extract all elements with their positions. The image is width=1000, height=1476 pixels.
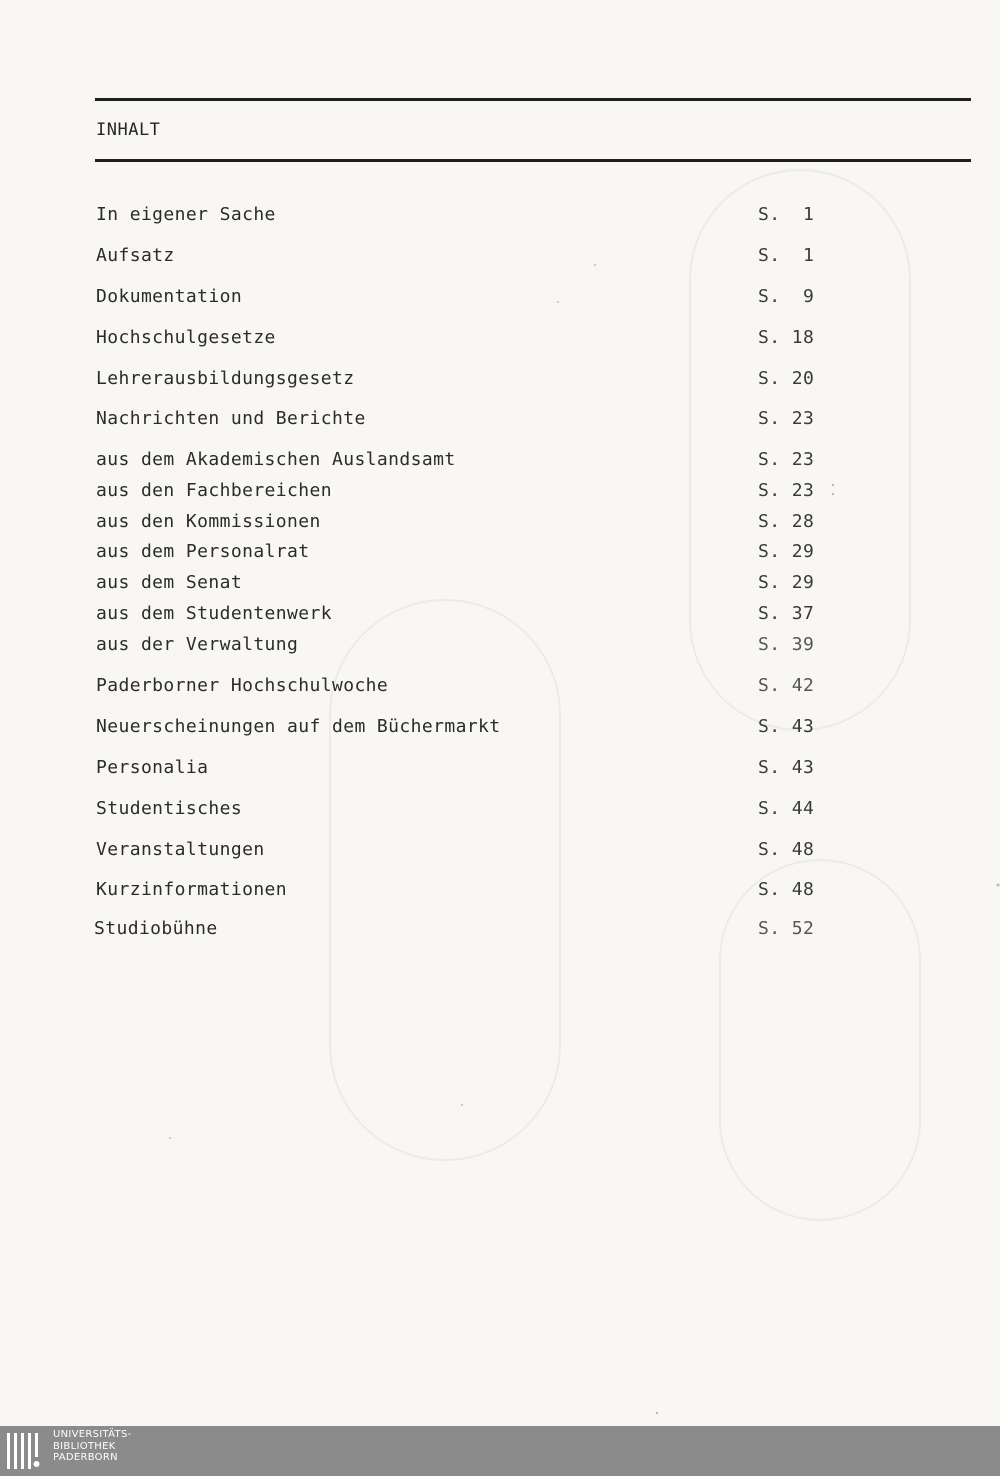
toc-entry — [0, 368, 1000, 396]
toc-entry-title: aus dem Studentenwerk — [96, 603, 332, 624]
toc-entry — [0, 603, 1000, 631]
toc-entry — [0, 634, 1000, 662]
library-logo-icon — [6, 1431, 46, 1471]
toc-entry-page: S. 48 — [758, 839, 815, 860]
toc-entry-title: aus den Fachbereichen — [96, 480, 332, 501]
toc-entry-title: Dokumentation — [96, 286, 243, 307]
toc-entry-title: Kurzinformationen — [96, 879, 288, 900]
toc-entry — [0, 449, 1000, 477]
toc-entry-page: S. 1 — [758, 204, 815, 225]
toc-entry — [0, 408, 1000, 436]
toc-entry — [0, 918, 1000, 946]
toc-entry-title: Studiobühne — [94, 918, 218, 939]
toc-entry-title: Hochschulgesetze — [96, 327, 276, 348]
toc-entry-page: S. 9 — [758, 286, 815, 307]
toc-entry — [0, 480, 1000, 508]
page-heading: INHALT — [96, 120, 161, 140]
toc-entry-title: Studentisches — [96, 798, 243, 819]
toc-entry-page: S. 43 — [758, 757, 815, 778]
bottom-rule — [95, 159, 971, 162]
toc-entry-title: aus dem Personalrat — [96, 541, 310, 562]
library-name-line: UNIVERSITÄTS- — [53, 1429, 132, 1440]
toc-entry-page: S. 39 — [758, 634, 815, 655]
toc-entry-title: Neuerscheinungen auf dem Büchermarkt — [96, 716, 501, 737]
toc-entry-title: Lehrerausbildungsgesetz — [96, 368, 355, 389]
toc-entry-page: S. 37 — [758, 603, 815, 624]
toc-entry — [0, 757, 1000, 785]
toc-entry — [0, 204, 1000, 232]
toc-entry — [0, 839, 1000, 867]
toc-entry-page: S. 23 — [758, 480, 815, 501]
toc-entry-page: S. 23 — [758, 449, 815, 470]
toc-entry-title: aus den Kommissionen — [96, 511, 321, 532]
toc-entry — [0, 327, 1000, 355]
toc-entry — [0, 511, 1000, 539]
toc-entry-page: S. 28 — [758, 511, 815, 532]
toc-entry-title: In eigener Sache — [96, 204, 276, 225]
toc-entry-page: S. 23 — [758, 408, 815, 429]
toc-entry-page: S. 48 — [758, 879, 815, 900]
toc-entry — [0, 675, 1000, 703]
toc-entry-title: Aufsatz — [96, 245, 175, 266]
top-rule — [95, 98, 971, 101]
toc-entry-page: S. 1 — [758, 245, 815, 266]
toc-entry-page: S. 52 — [758, 918, 815, 939]
toc-entry-page: S. 42 — [758, 675, 815, 696]
toc-entry — [0, 286, 1000, 314]
toc-entry-title: Paderborner Hochschulwoche — [96, 675, 389, 696]
toc-entry — [0, 541, 1000, 569]
library-name — [53, 1429, 132, 1464]
toc-entry-page: S. 44 — [758, 798, 815, 819]
library-name-line: PADERBORN — [53, 1452, 118, 1463]
toc-entry-page: S. 20 — [758, 368, 815, 389]
toc-entry — [0, 798, 1000, 826]
toc-entry-title: Nachrichten und Berichte — [96, 408, 366, 429]
toc-entry-page: S. 43 — [758, 716, 815, 737]
library-name-line: BIBLIOTHEK — [53, 1440, 116, 1452]
toc-entry-title: aus dem Akademischen Auslandsamt — [96, 449, 456, 470]
toc-entry-page: S. 29 — [758, 541, 815, 562]
toc-entry-title: Personalia — [96, 757, 209, 778]
toc-entry-page: S. 18 — [758, 327, 815, 348]
toc-entry-page: S. 29 — [758, 572, 815, 593]
library-footer-bar — [0, 1426, 1000, 1476]
toc-entry — [0, 572, 1000, 600]
toc-entry-title: Veranstaltungen — [96, 839, 265, 860]
toc-entry — [0, 879, 1000, 907]
toc-entry — [0, 716, 1000, 744]
toc-entry-title: aus dem Senat — [96, 572, 243, 593]
toc-entry — [0, 245, 1000, 273]
toc-entry-title: aus der Verwaltung — [96, 634, 299, 655]
